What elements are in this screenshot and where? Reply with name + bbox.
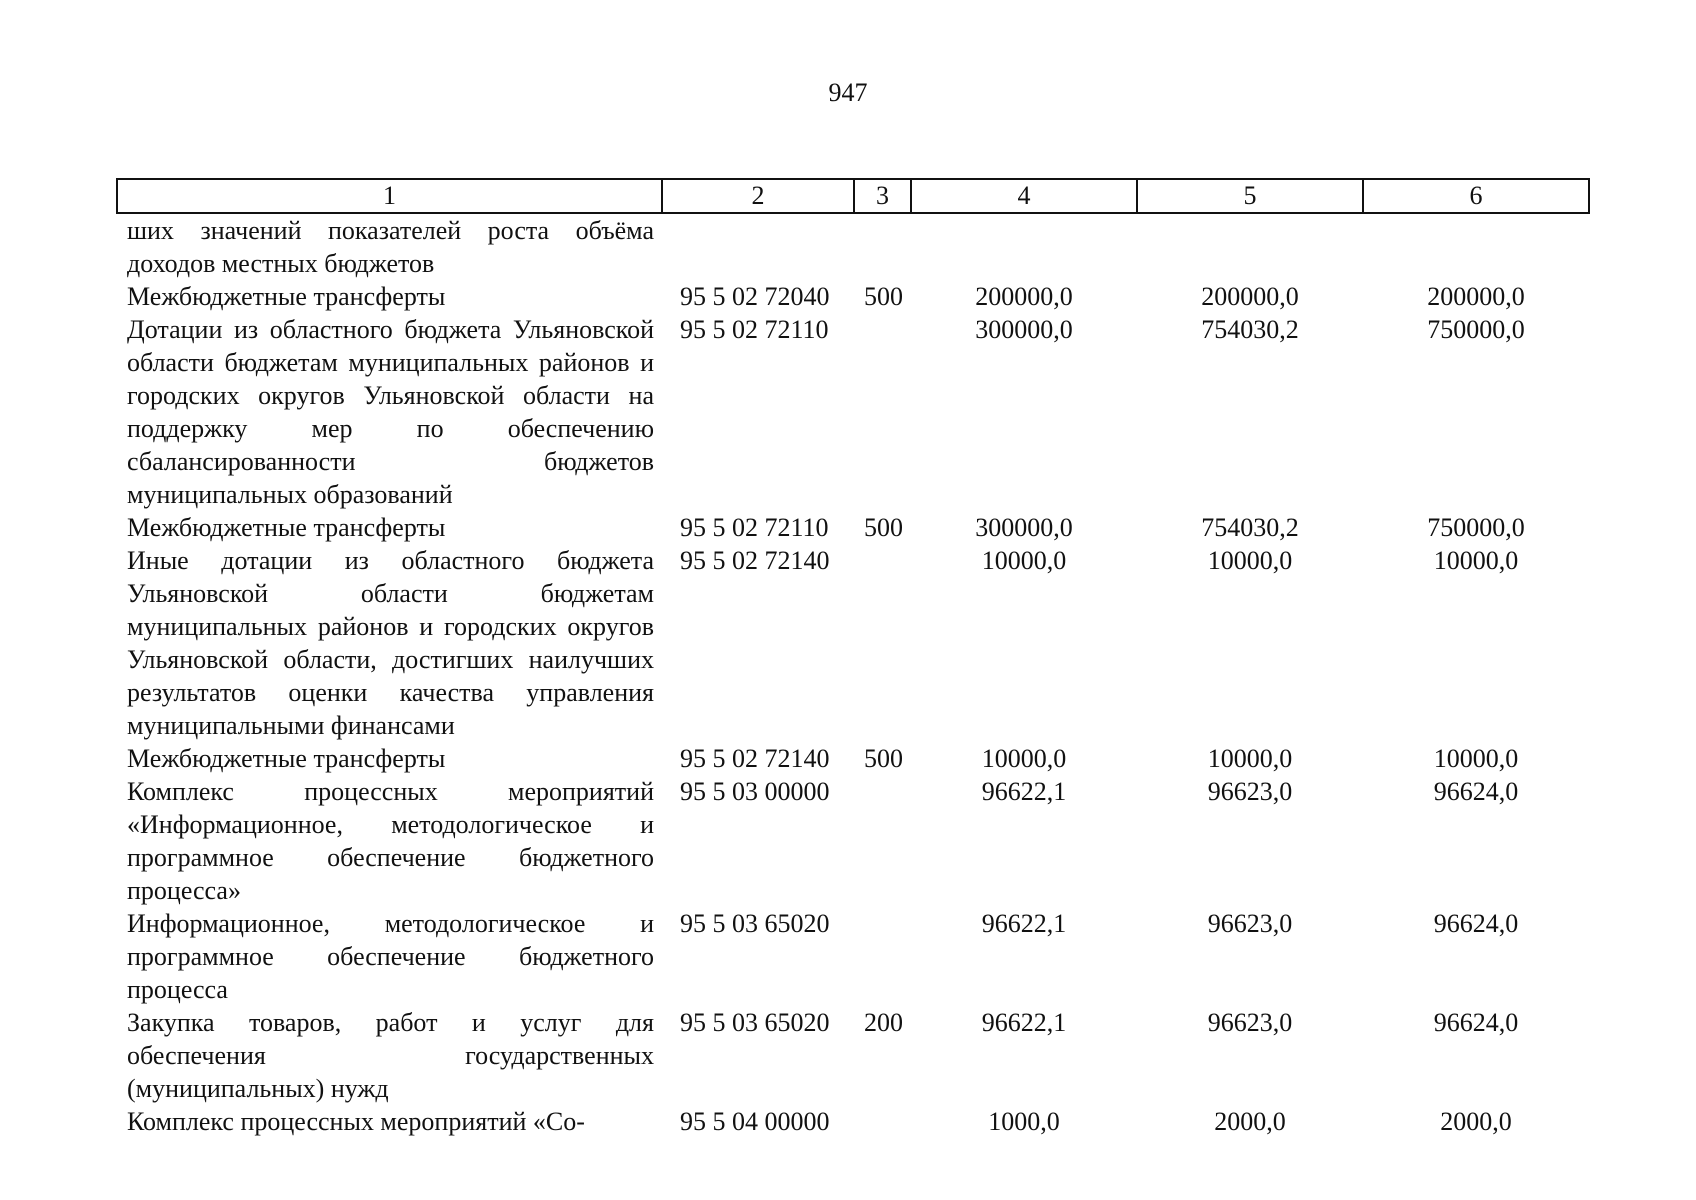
row-value-col6	[1363, 213, 1589, 280]
row-name: Закупка товаров, работ и услуг для обеспечения государственных (муниципальных) нужд	[127, 1008, 654, 1103]
row-code: 95 5 02 72040	[680, 282, 830, 311]
row-expense-type: 500	[864, 513, 903, 542]
row-expense-type	[854, 313, 911, 511]
row-name: Комплекс процессных мероприятий «Информационное, методологическое и программное обеспечение бюджетного процесса»	[127, 777, 654, 905]
table-row	[117, 544, 1589, 742]
header-col-4: 4	[911, 179, 1137, 213]
table-row	[117, 280, 1589, 313]
header-col-6: 6	[1363, 179, 1589, 213]
row-value-col4: 10000,0	[981, 546, 1067, 575]
row-expense-type	[854, 213, 911, 280]
row-value-col4: 200000,0	[975, 282, 1073, 311]
table-row	[117, 1105, 1589, 1138]
table-row	[117, 313, 1589, 511]
row-value-col6: 96624,0	[1433, 1008, 1519, 1037]
row-expense-type	[854, 1105, 911, 1138]
row-name: Иные дотации из областного бюджета Ульяновской области бюджетам муниципальных районов и городских округов Ульяновской области, достигших наилучших результатов оценки качества управления муниципальными финансами	[127, 546, 654, 740]
row-value-col4: 300000,0	[975, 513, 1073, 542]
table-header	[117, 179, 1589, 213]
row-value-col6: 10000,0	[1433, 546, 1519, 575]
row-expense-type: 500	[864, 744, 903, 773]
row-code: 95 5 04 00000	[680, 1107, 830, 1136]
row-value-col5: 2000,0	[1214, 1107, 1286, 1136]
row-code: 95 5 02 72140	[680, 744, 830, 773]
page-number: 947	[828, 78, 868, 107]
row-value-col5: 96623,0	[1207, 1008, 1293, 1037]
row-code: 95 5 03 65020	[680, 1008, 830, 1037]
row-expense-type	[854, 907, 911, 1006]
row-code: 95 5 02 72110	[680, 315, 829, 344]
row-code: 95 5 02 72140	[680, 546, 830, 575]
header-col-2: 2	[662, 179, 854, 213]
row-value-col5: 200000,0	[1201, 282, 1299, 311]
row-value-col5: 10000,0	[1207, 744, 1293, 773]
row-name: Комплекс процессных мероприятий «Со-	[127, 1107, 585, 1136]
header-col-1: 1	[117, 179, 662, 213]
row-name: Межбюджетные трансферты	[127, 513, 446, 542]
table-row	[117, 907, 1589, 1006]
row-value-col6: 750000,0	[1427, 315, 1525, 344]
table-row	[117, 1006, 1589, 1105]
row-value-col6: 750000,0	[1427, 513, 1525, 542]
header-col-5: 5	[1137, 179, 1363, 213]
row-expense-type	[854, 544, 911, 742]
table-body	[117, 213, 1589, 1138]
row-value-col5: 754030,2	[1201, 513, 1299, 542]
table-row	[117, 775, 1589, 907]
row-value-col4: 96622,1	[981, 909, 1067, 938]
row-value-col6: 96624,0	[1433, 909, 1519, 938]
row-value-col6: 2000,0	[1440, 1107, 1512, 1136]
budget-table	[116, 178, 1590, 1138]
row-value-col5: 96623,0	[1207, 777, 1293, 806]
row-name: Дотации из областного бюджета Ульяновской области бюджетам муниципальных районов и городских округов Ульяновской области на поддержку мер по обеспечению сбалансированности бюджетов муниципальных образований	[127, 315, 654, 509]
row-value-col4	[911, 213, 1137, 280]
row-name: Межбюджетные трансферты	[127, 282, 446, 311]
row-value-col5	[1137, 213, 1363, 280]
row-value-col5: 96623,0	[1207, 909, 1293, 938]
row-value-col6: 96624,0	[1433, 777, 1519, 806]
row-value-col4: 1000,0	[988, 1107, 1060, 1136]
row-value-col5: 754030,2	[1201, 315, 1299, 344]
row-value-col6: 200000,0	[1427, 282, 1525, 311]
row-value-col4: 96622,1	[981, 777, 1067, 806]
table-row	[117, 742, 1589, 775]
row-expense-type: 500	[864, 282, 903, 311]
row-expense-type	[854, 775, 911, 907]
row-name: Межбюджетные трансферты	[127, 744, 446, 773]
row-value-col6: 10000,0	[1433, 744, 1519, 773]
row-value-col5: 10000,0	[1207, 546, 1293, 575]
row-name: ших значений показателей роста объёма доходов местных бюджетов	[127, 216, 654, 278]
header-row	[117, 179, 1589, 213]
row-name: Информационное, методологическое и программное обеспечение бюджетного процесса	[127, 909, 654, 1004]
header-col-3: 3	[854, 179, 911, 213]
row-code: 95 5 02 72110	[680, 513, 829, 542]
row-code: 95 5 03 65020	[680, 909, 830, 938]
row-value-col4: 96622,1	[981, 1008, 1067, 1037]
row-code: 95 5 03 00000	[680, 777, 830, 806]
row-value-col4: 10000,0	[981, 744, 1067, 773]
row-value-col4: 300000,0	[975, 315, 1073, 344]
row-expense-type: 200	[864, 1008, 903, 1037]
row-code	[662, 213, 854, 280]
table-row	[117, 213, 1589, 280]
table-row	[117, 511, 1589, 544]
